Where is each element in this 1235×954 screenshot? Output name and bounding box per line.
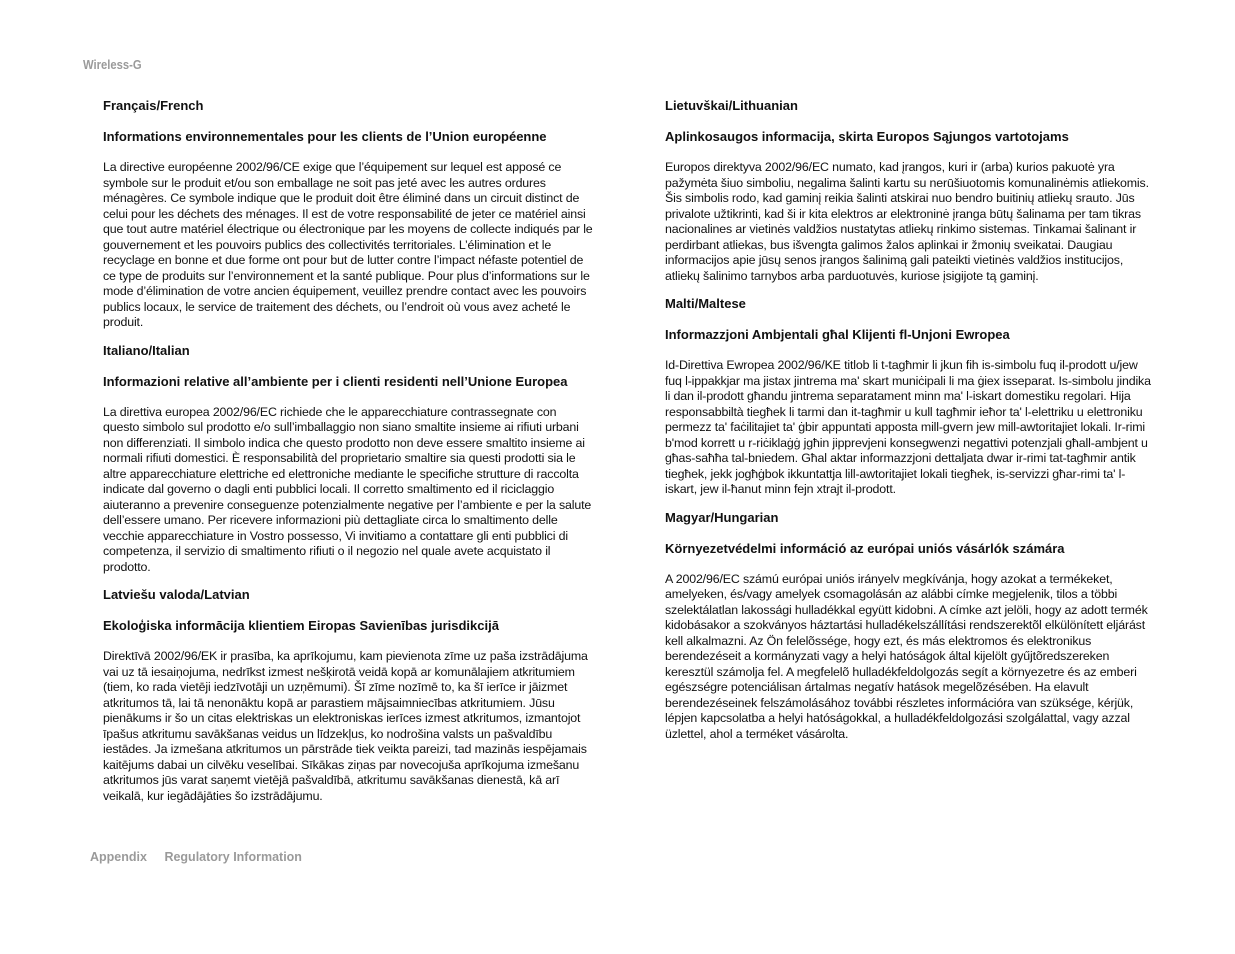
document-header: Wireless-G (83, 58, 142, 72)
section-maltese (665, 296, 1157, 498)
document-footer (90, 850, 316, 864)
section-subtitle: Ekoloģiska informācija klientiem Eiropas Savienības jurisdikcijā (103, 618, 499, 633)
language-heading: Italiano/Italian (103, 342, 190, 358)
right-column (665, 98, 1157, 742)
section-hungarian (665, 510, 1157, 743)
section-italian (103, 343, 595, 576)
left-column (103, 98, 595, 804)
language-heading: Malti/Maltese (665, 296, 746, 311)
section-latvian (103, 587, 595, 804)
language-heading: Latviešu valoda/Latvian (103, 587, 250, 602)
section-body: Direktīvā 2002/96/EK ir prasība, ka aprīkojumu, kam pievienota zīme uz paša izstrādājuma vai uz tā iesaiņojuma, nedrīkst izmest nešķirotā veidā kopā ar komunālajiem atkritumiem (tiem, ko rada vietēji iedzīvotāji un uzņēmumi). Šī zīme nozīmē to, ka šī ierīce ir jāizmet atkritumos tā, lai tā nenonāktu kopā ar parastiem mājsaimniecības atkritumiem. Jūsu pienākums ir šo un citas elektriskas un elektroniskas ierīces izmest atkritumos, izmantojot īpašus atkritumu savākšanas veidus un līdzekļus, ko nodrošina valsts un pašvaldību iestādes. Ja izmešana atkritumos un pārstrāde tiek veikta pareizi, tad mazinās iespējamais kaitējums dabai un cilvēku veselībai. Sīkākas ziņas par novecojuša aprīkojuma izmešanu atkritumos jūs varat saņemt vietējā pašvaldībā, atkritumu savākšanas dienestā, kā arī veikalā, kur iegādājāties šo izstrādājumu. (103, 649, 588, 803)
section-body: Id-Direttiva Ewropea 2002/96/KE titlob li t-tagħmir li jkun fih is-simbolu fuq il-prodott u/jew fuq l-ippakkjar ma jistax jintrema ma' skart muniċipali li ma ġiex isseparat. Is-simbolu jindika li dan il-prodott għandu jintrema separatament minn ma' l-iskart domestiku regolari. Hija responsabbiltà tiegħek li tarmi dan it-tagħmir u kull tagħmir ieħor ta' l-elettriku u elettroniku permezz ta' faċilitajiet ta' ġbir appuntati apposta mill-gvern jew mill-awtoritajiet lokali. Ir-rimi b'mod korrett u r-riċiklaġġ jgħin jipprevjeni konsegwenzi negattivi potenzjali għall-ambjent u għas-saħħa tal-bniedem. Għal aktar informazzjoni dettaljata dwar ir-rimi tat-tagħmir antik tiegħek, jekk jogħġbok ikkuntattja lill-awtoritajiet lokali tiegħek, is-servizzi għar-rimi ta' l-iskart, jew il-ħanut minn fejn xtrajt il-prodott. (665, 358, 1151, 496)
section-lithuanian (665, 98, 1157, 284)
section-subtitle: Informations environnementales pour les clients de l’Union européenne (103, 129, 547, 144)
language-heading: Magyar/Hungarian (665, 509, 779, 525)
section-body: A 2002/96/EC számú európai uniós irányelv megkívánja, hogy azokat a termékeket, amelyeken, és/vagy amelyek csomagolásán az alábbi címke megjelenik, tilos a többi szelektálatlan lakossági hulladékkal együtt kidobni. A címke azt jelöli, hogy az adott termék kidobásakor a szokványos háztartási hulladékelszállítási rendszerektõl elkülönített eljárást kell alkalmazni. Az Ön felelõssége, hogy ezt, és más elektromos és elektronikus berendezéseit a kormányzati vagy a helyi hatóságok által kijelölt gyűjtõredszereken keresztül számolja fel. A megfelelõ hulladékfeldolgozás segít a környezetre és az emberi egészségre potenciálisan ártalmas negatív hatások megelõzésében. Ha elavult berendezéseinek felszámolásához további részletes információra van szüksége, kérjük, lépjen kapcsolatba a helyi hatóságokkal, a hulladékfeldolgozási szolgálattal, vagy azzal üzlettel, ahol a terméket vásárolta. (665, 571, 1148, 741)
section-body: La direttiva europea 2002/96/EC richiede che le apparecchiature contrassegnate con questo simbolo sul prodotto e/o sull’imballaggio non siano smaltite insieme ai rifiuti urbani non differenziati. Il simbolo indica che questo prodotto non deve essere smaltito insieme ai normali rifiuti domestici. È responsabilità del proprietario smaltire sia questi prodotti sia le altre apparecchiature elettriche ed elettroniche mediante le specifiche strutture di raccolta indicate dal governo o dagli enti pubblici locali. Il corretto smaltimento ed il riciclaggio aiuteranno a prevenire conseguenze potenzialmente negative per l’ambiente e per la salute dell’essere umano. Per ricevere informazioni più dettagliate circa lo smaltimento delle vecchie apparecchiature in Vostro possesso, Vi invitiamo a contattare gli enti pubblici di competenza, il servizio di smaltimento rifiuti o il negozio nel quale avete acquistato il prodotto. (103, 404, 592, 574)
section-subtitle: Informazioni relative all’ambiente per i clienti residenti nell’Unione Europea (103, 373, 568, 389)
footer-appendix: Appendix (90, 850, 147, 864)
section-subtitle: Aplinkosaugos informacija, skirta Europos Sąjungos vartotojams (665, 129, 1069, 144)
section-body: Europos direktyva 2002/96/EC numato, kad įrangos, kuri ir (arba) kurios pakuotė yra pažymėta šiuo simboliu, negalima šalinti kartu su nerūšiuotomis komunalinėmis atliekomis. Šis simbolis rodo, kad gaminį reikia šalinti atskirai nuo bendro buitinių atliekų srauto. Jūs privalote užtikrinti, kad ši ir kita elektros ar elektroninė įranga būtų šalinama per tam tikras nacionalines ar vietinės valdžios nustatytas atliekų rinkimo sistemas. Tinkamai šalinant ir perdirbant atliekas, bus išvengta galimos žalos aplinkai ir žmonių sveikatai. Daugiau informacijos apie jūsų senos įrangos šalinimą gali pateikti vietinės valdžios institucijos, atliekų šalinimo tarnybos arba parduotuvės, kuriose įsigijote tą gaminį. (665, 160, 1149, 283)
section-subtitle: Informazzjoni Ambjentali għal Klijenti fl-Unjoni Ewropea (665, 327, 1010, 342)
section-body: La directive européenne 2002/96/CE exige que l’équipement sur lequel est apposé ce symbole sur le produit et/ou son emballage ne soit pas jeté avec les autres ordures ménagères. Ce symbole indique que le produit doit être éliminé dans un circuit distinct de celui pour les déchets des ménages. Il est de votre responsabilité de jeter ce matériel ainsi que tout autre matériel électrique ou électronique par les moyens de collecte indiqués par le gouvernement et les pouvoirs publics des collectivités territoriales. L’élimination et le recyclage en bonne et due forme ont pour but de lutter contre l’impact néfaste potentiel de ce type de produits sur l’environnement et la santé publique. Pour plus d’informations sur le mode d’élimination de votre ancien équipement, veuillez prendre contact avec les pouvoirs publics locaux, le service de traitement des déchets, ou l’endroit où vous avez acheté le produit. (103, 160, 593, 329)
footer-section: Regulatory Information (164, 850, 302, 864)
section-french (103, 98, 595, 331)
section-subtitle: Környezetvédelmi információ az európai uniós vásárlók számára (665, 540, 1065, 556)
language-heading: Lietuvškai/Lithuanian (665, 98, 798, 113)
language-heading: Français/French (103, 98, 204, 113)
